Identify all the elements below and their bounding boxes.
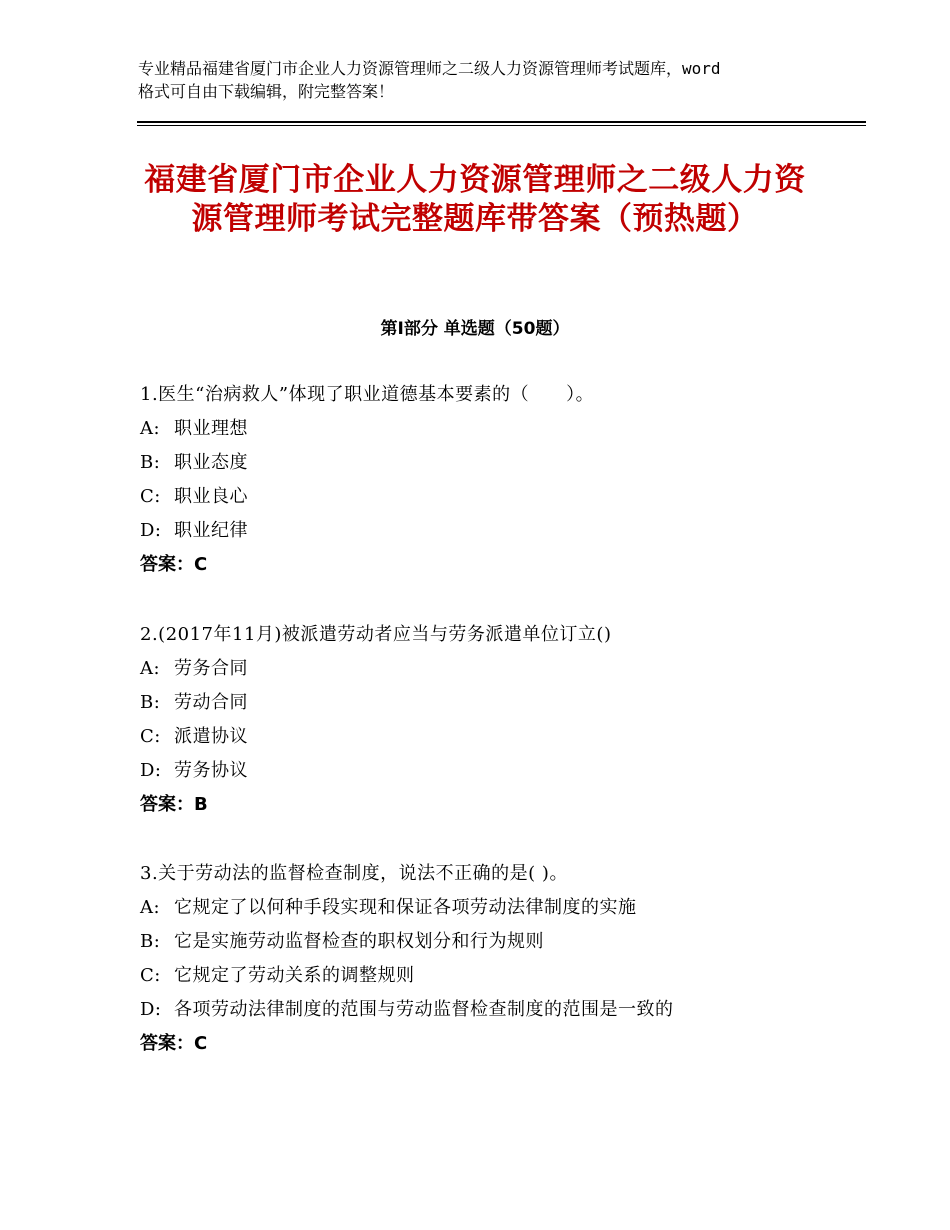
option-a bbox=[140, 891, 840, 925]
option-letter: A: bbox=[140, 658, 161, 679]
option-text: 职业态度 bbox=[174, 452, 248, 473]
option-text: 职业纪律 bbox=[174, 520, 248, 541]
option-b bbox=[140, 686, 840, 720]
option-d bbox=[140, 754, 840, 788]
option-text: 职业良心 bbox=[174, 486, 248, 507]
answer: 答案：C bbox=[140, 554, 208, 575]
option-text: 劳动合同 bbox=[174, 692, 248, 713]
option-letter: A: bbox=[140, 897, 161, 918]
option-c bbox=[140, 959, 840, 993]
option-a bbox=[140, 412, 840, 446]
option-letter: B: bbox=[140, 931, 161, 952]
question-stem: 2.(2017年11月)被派遣劳动者应当与劳务派遣单位订立() bbox=[140, 624, 612, 645]
section-title: 第Ⅰ部分 单选题（50题） bbox=[380, 319, 570, 339]
option-text: 职业理想 bbox=[174, 418, 248, 439]
question-1 bbox=[140, 378, 840, 582]
option-text: 它是实施劳动监督检查的职权划分和行为规则 bbox=[174, 931, 544, 952]
option-text: 它规定了劳动关系的调整规则 bbox=[174, 965, 415, 986]
question-stem: 1.医生“治病救人”体现了职业道德基本要素的（ ）。 bbox=[140, 384, 595, 405]
option-letter: C: bbox=[140, 726, 161, 747]
header-note: 专业精品福建省厦门市企业人力资源管理师之二级人力资源管理师考试题库，word 格式可自由下载编辑，附完整答案！ bbox=[138, 59, 721, 101]
option-letter: C: bbox=[140, 965, 161, 986]
option-b bbox=[140, 925, 840, 959]
option-text: 各项劳动法律制度的范围与劳动监督检查制度的范围是一致的 bbox=[174, 999, 674, 1020]
answer: 答案：C bbox=[140, 1033, 208, 1054]
option-letter: D: bbox=[140, 760, 162, 781]
option-d bbox=[140, 514, 840, 548]
option-c bbox=[140, 480, 840, 514]
question-3 bbox=[140, 857, 840, 1061]
option-letter: D: bbox=[140, 999, 162, 1020]
option-letter: C: bbox=[140, 486, 161, 507]
option-letter: B: bbox=[140, 452, 161, 473]
option-b bbox=[140, 446, 840, 480]
option-letter: B: bbox=[140, 692, 161, 713]
option-text: 派遣协议 bbox=[174, 726, 248, 747]
option-letter: A: bbox=[140, 418, 161, 439]
option-d bbox=[140, 993, 840, 1027]
question-2 bbox=[140, 618, 840, 822]
header-divider-thin bbox=[137, 125, 866, 126]
option-text: 劳务协议 bbox=[174, 760, 248, 781]
document-title: 福建省厦门市企业人力资源管理师之二级人力资源管理师考试完整题库带答案（预热题） bbox=[144, 162, 806, 237]
option-text: 它规定了以何种手段实现和保证各项劳动法律制度的实施 bbox=[174, 897, 637, 918]
option-a bbox=[140, 652, 840, 686]
option-letter: D: bbox=[140, 520, 162, 541]
answer: 答案：B bbox=[140, 794, 208, 815]
option-text: 劳务合同 bbox=[174, 658, 248, 679]
question-stem: 3.关于劳动法的监督检查制度，说法不正确的是( )。 bbox=[140, 863, 568, 884]
header-divider-thick bbox=[137, 121, 866, 123]
option-c bbox=[140, 720, 840, 754]
